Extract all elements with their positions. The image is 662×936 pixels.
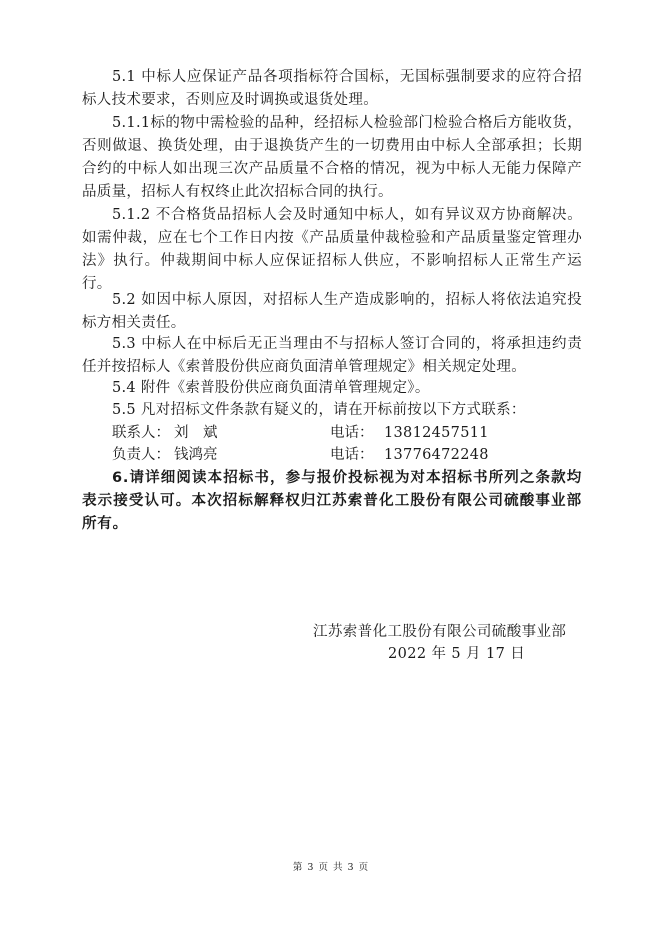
contact-row	[112, 422, 582, 445]
clause-5-1: 5.1 中标人应保证产品各项指标符合国标，无国标强制要求的应符合招标人技术要求，否则应及时调换或退货处理。	[82, 69, 582, 108]
signature-org: 江苏索普化工股份有限公司硫酸事业部	[313, 624, 567, 640]
page-footer: 第 3 页 共 3 页	[292, 862, 370, 873]
clause-5-5: 5.5 凡对招标文件条款有疑义的，请在开标前按以下方式联系：	[112, 402, 526, 418]
contact-name: 刘 斌	[174, 425, 218, 441]
phone-number: 13812457511	[384, 425, 489, 441]
clause-5-3: 5.3 中标人在中标后无正当理由不与招标人签订合同的，将承担违约责任并按招标人《索普股份供应商负面清单管理规定》相关规定处理。	[82, 336, 582, 375]
contact-label: 联系人：	[112, 425, 170, 441]
final-statement: 6.请详细阅读本招标书，参与报价投标视为对本招标书所列之条款均表示接受认可。本次招标解释权归江苏索普化工股份有限公司硫酸事业部所有。	[82, 470, 582, 532]
phone-number: 13776472248	[384, 447, 489, 463]
contact-row	[112, 444, 582, 467]
clause-5-1-2: 5.1.2 不合格货品招标人会及时通知中标人，如有异议双方协商解决。如需仲裁，应在七个工作日内按《产品质量仲裁检验和产品质量鉴定管理办法》执行。仲裁期间中标人应保证招标人供应，不影响招标人正常生产运行。	[82, 207, 582, 292]
phone-label: 电话：	[330, 447, 374, 463]
signature-date: 2022 年 5 月 17 日	[388, 646, 526, 662]
clause-5-4: 5.4 附件《索普股份供应商负面清单管理规定》。	[112, 380, 430, 396]
responsible-label: 负责人：	[112, 447, 170, 463]
responsible-name: 钱鸿亮	[174, 447, 218, 463]
clause-5-2: 5.2 如因中标人原因，对招标人生产造成影响的，招标人将依法追究投标方相关责任。	[82, 292, 582, 331]
clause-5-1-1: 5.1.1标的物中需检验的品种，经招标人检验部门检验合格后方能收货，否则做退、换货处理，由于退换货产生的一切费用由中标人全部承担；长期合约的中标人如出现三次产品质量不合格的情况，视为中标人无能力保障产品质量，招标人有权终止此次招标合同的执行。	[82, 115, 582, 200]
phone-label: 电话：	[330, 425, 374, 441]
